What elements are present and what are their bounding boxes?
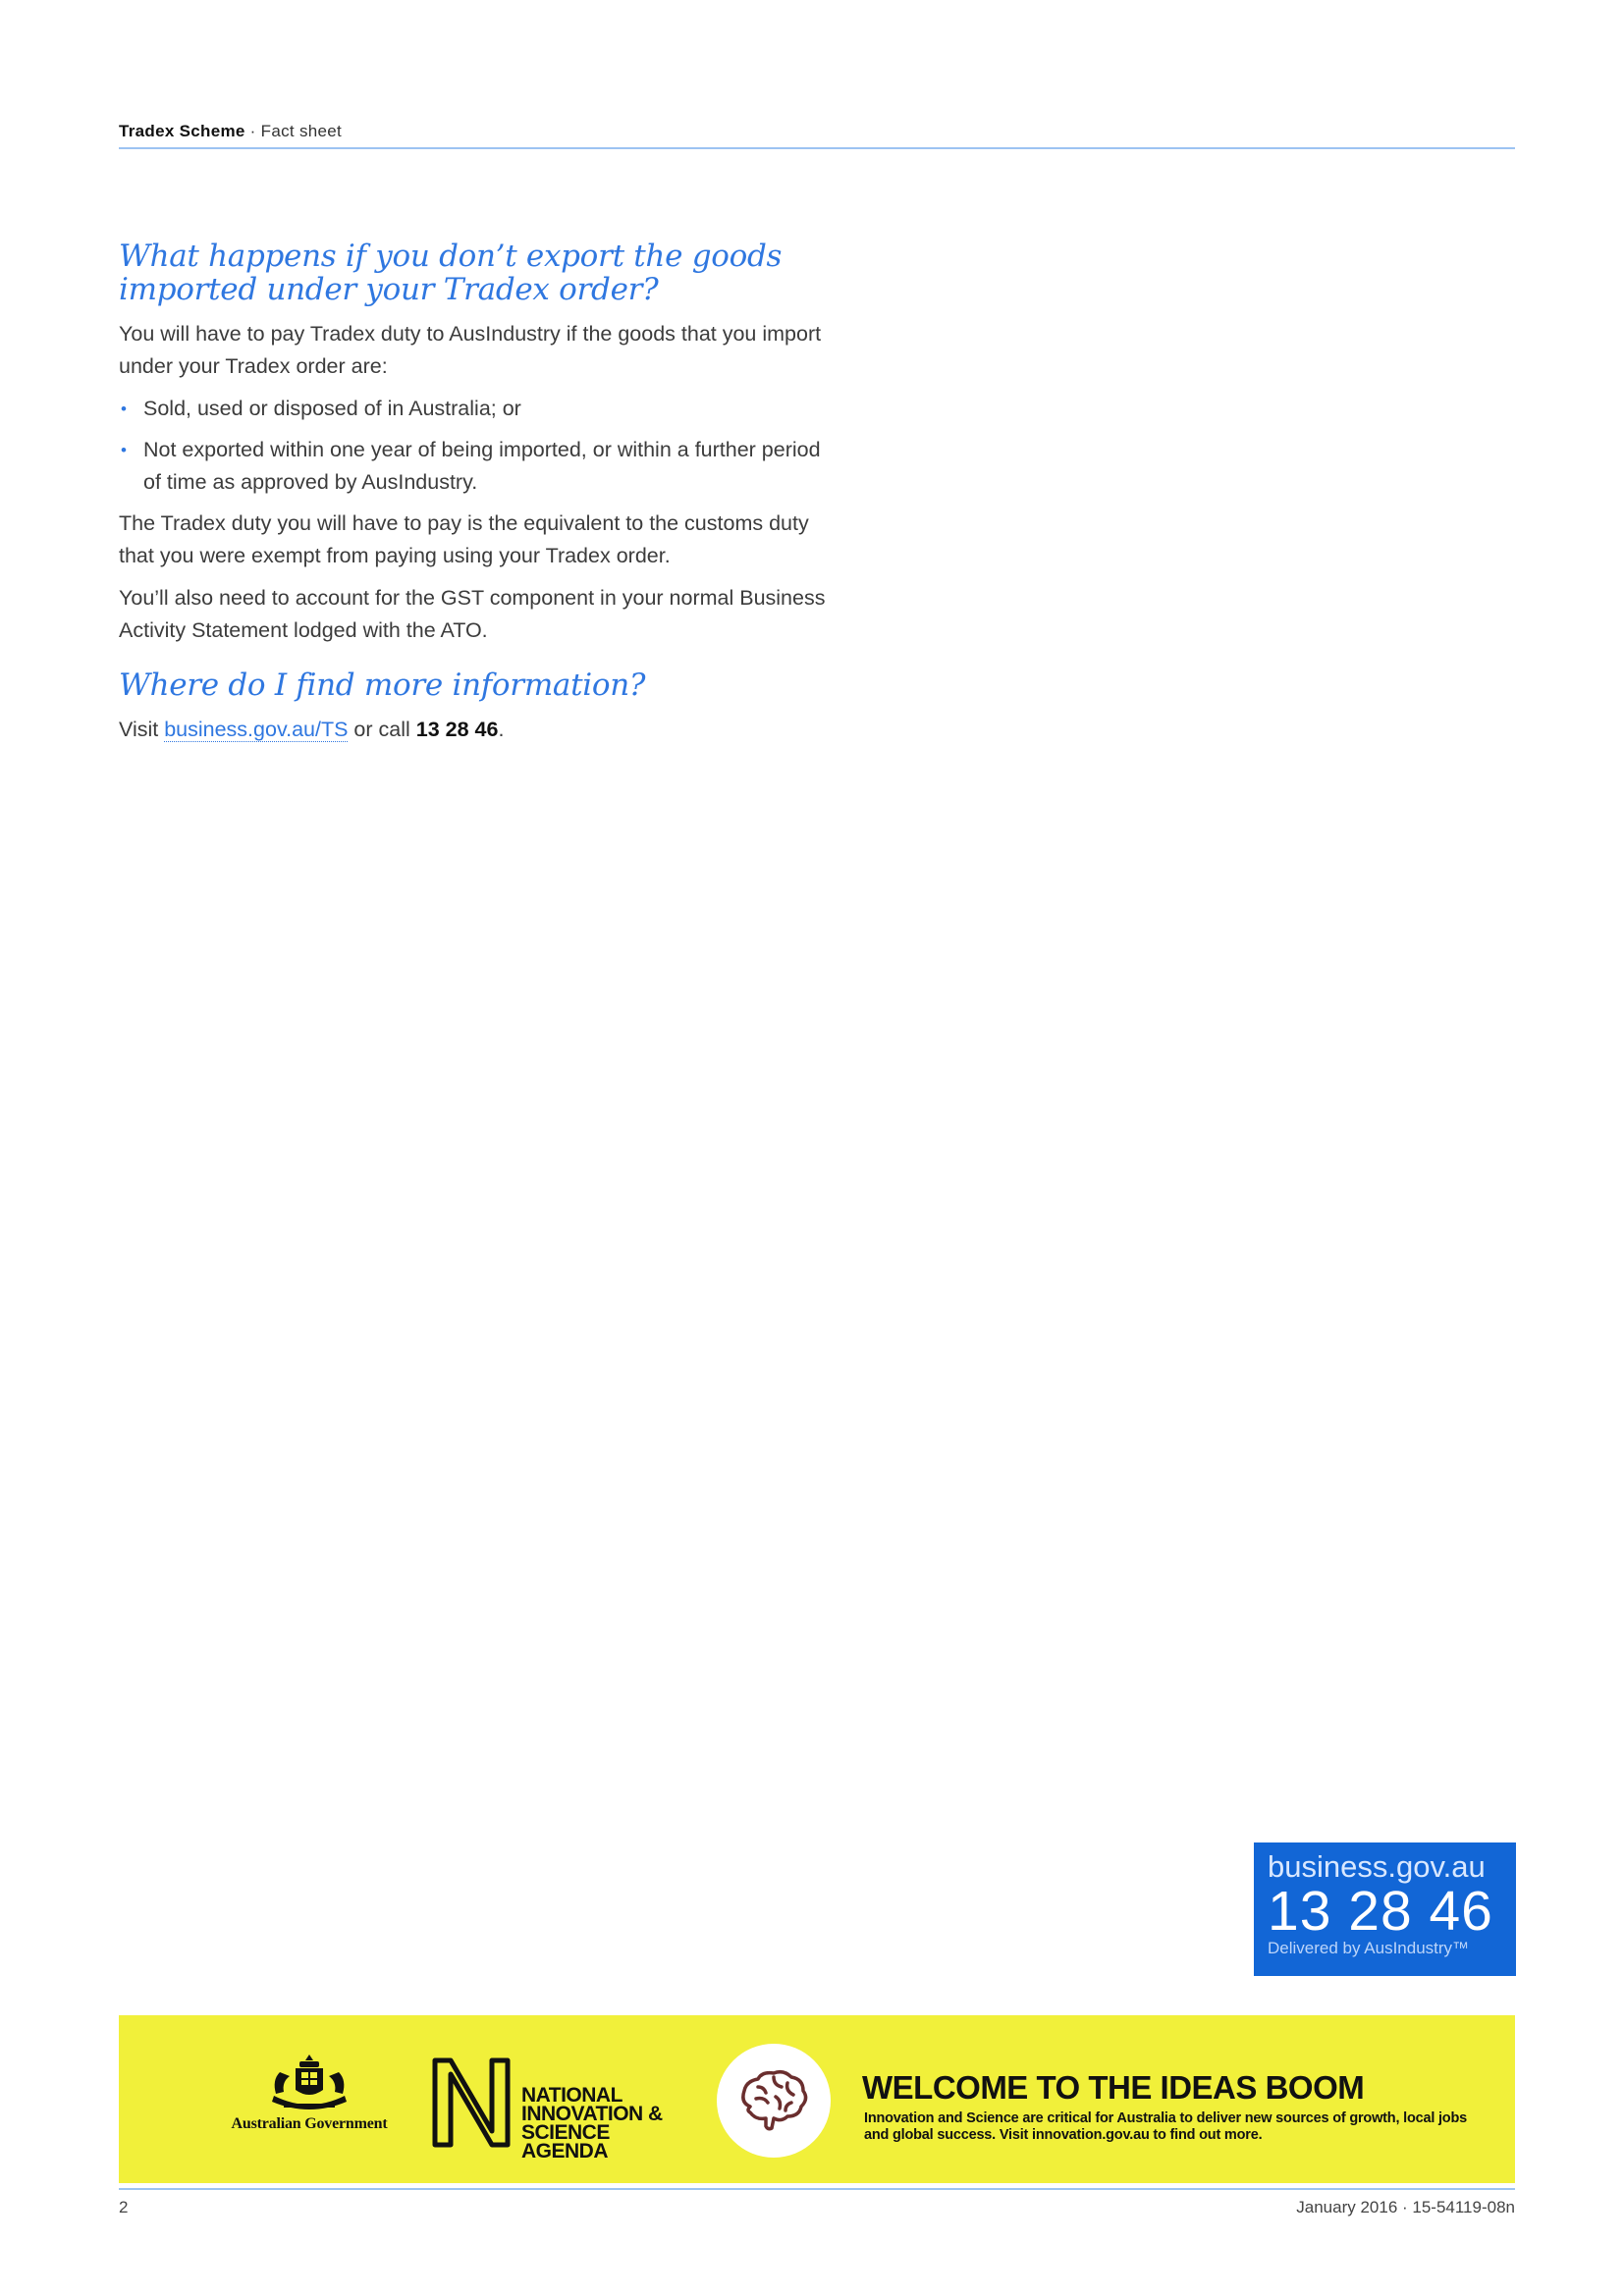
header-divider [119, 147, 1515, 149]
section-heading-export: What happens if you don’t export the goods imported under your Tradex order? [119, 239, 783, 307]
bullet-icon: • [121, 441, 127, 459]
nisa-wordmark [521, 2086, 698, 2161]
section-heading-more-info: Where do I find more information? [119, 667, 646, 703]
contact-delivered-by: Delivered by AusIndustry™ [1268, 1939, 1470, 1957]
ideas-boom-subtitle: Innovation and Science are critical for Australia to deliver new sources of growth, local jobs and global success. Visit innovation.gov.au to find out more. [864, 2110, 1467, 2143]
brain-icon [736, 2067, 811, 2134]
nisa-line-3: SCIENCE AGENDA [521, 2121, 610, 2163]
page-number: 2 [119, 2198, 129, 2216]
phone-number: 13 28 46 [415, 718, 499, 741]
footer-divider [119, 2188, 1515, 2190]
contact-site: business.gov.au [1268, 1849, 1486, 1884]
australian-government-logo [211, 2053, 407, 2151]
business-gov-link[interactable]: business.gov.au/TS [164, 718, 349, 741]
header-doc-name: Tradex Scheme [119, 122, 245, 140]
contact-phone: 13 28 46 [1268, 1880, 1493, 1943]
running-header [119, 122, 1515, 141]
contact-box [1254, 1842, 1516, 1976]
nisa-line-2: INNOVATION & [521, 2103, 663, 2125]
ideas-boom-banner [119, 2015, 1515, 2183]
nisa-line-1: NATIONAL [521, 2084, 623, 2107]
duty-paragraph: The Tradex duty you will have to pay is the equivalent to the customs duty that you were exempt from paying using your Tradex order. [119, 511, 809, 567]
main-content [119, 240, 826, 756]
document-reference: January 2016 · 15-54119-08n [1296, 2198, 1515, 2216]
conditions-list [119, 393, 826, 499]
section-intro-paragraph: You will have to pay Tradex duty to AusIndustry if the goods that you import under your Tradex order are: [119, 322, 822, 378]
australian-government-label: Australian Government [231, 2115, 388, 2132]
coat-of-arms-icon [260, 2053, 358, 2113]
list-item [119, 434, 826, 499]
ideas-boom-title: WELCOME TO THE IDEAS BOOM [862, 2069, 1365, 2106]
list-item-text: Not exported within one year of being imported, or within a further period of time as approved by AusIndustry. [143, 438, 821, 494]
more-info-paragraph [119, 714, 826, 746]
header-separator: · [244, 122, 261, 140]
list-item-text: Sold, used or disposed of in Australia; or [143, 397, 521, 420]
header-doc-type: Fact sheet [260, 122, 343, 140]
call-text: or call [348, 718, 416, 741]
nisa-n-logo-icon [429, 2055, 514, 2149]
visit-text: Visit [119, 718, 165, 741]
sentence-end: . [498, 718, 505, 741]
gst-paragraph: You’ll also need to account for the GST component in your normal Business Activity Statement lodged with the ATO. [119, 586, 826, 642]
bullet-icon: • [121, 400, 127, 418]
brain-badge [717, 2044, 831, 2158]
list-item [119, 393, 826, 425]
